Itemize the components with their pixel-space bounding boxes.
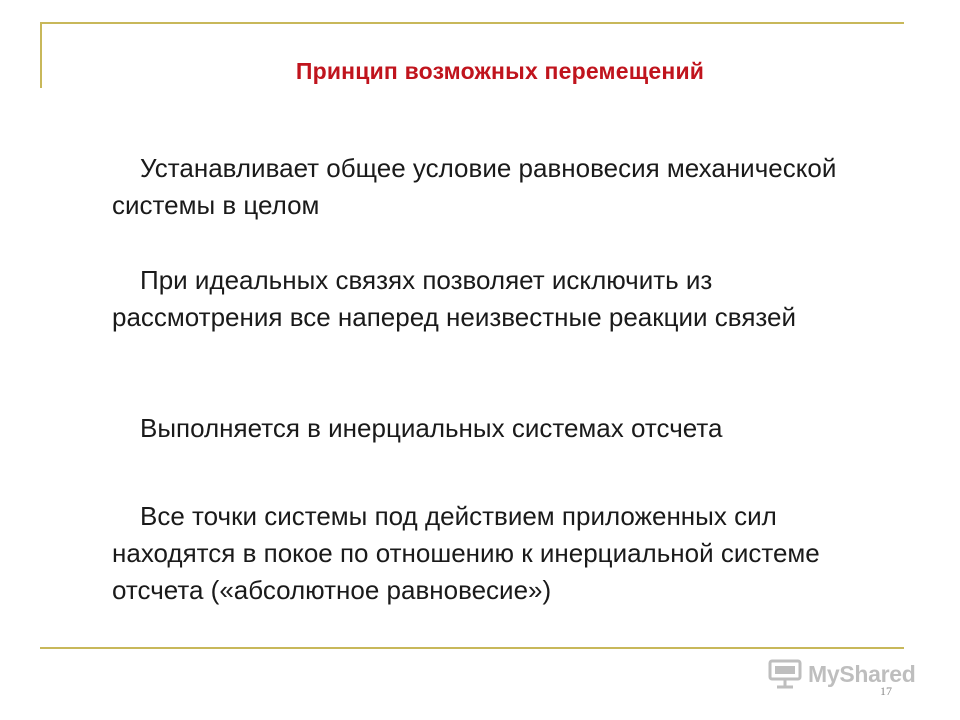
top-rule <box>40 22 904 24</box>
paragraph-inertial-frames: Выполняется в инерциальных системах отсчета <box>140 413 723 443</box>
myshared-watermark <box>768 656 916 692</box>
bottom-rule <box>40 647 904 649</box>
paragraph-equilibrium-condition: Устанавливает общее условие равновесия механической системы в целом <box>112 153 837 220</box>
paragraph-ideal-constraints: При идеальных связях позволяет исключить из рассмотрения все наперед неизвестные реакции связей <box>112 265 797 332</box>
page-number: 17 <box>880 684 892 698</box>
watermark-text: MyShared <box>808 660 916 687</box>
presentation-board-icon <box>768 659 802 689</box>
paragraph-absolute-equilibrium: Все точки системы под действием приложенных сил находятся в покое по отношению к инерциальной системе отсчета («абсолютное равновесие») <box>112 501 820 605</box>
slide-title: Принцип возможных перемещений <box>295 58 705 84</box>
